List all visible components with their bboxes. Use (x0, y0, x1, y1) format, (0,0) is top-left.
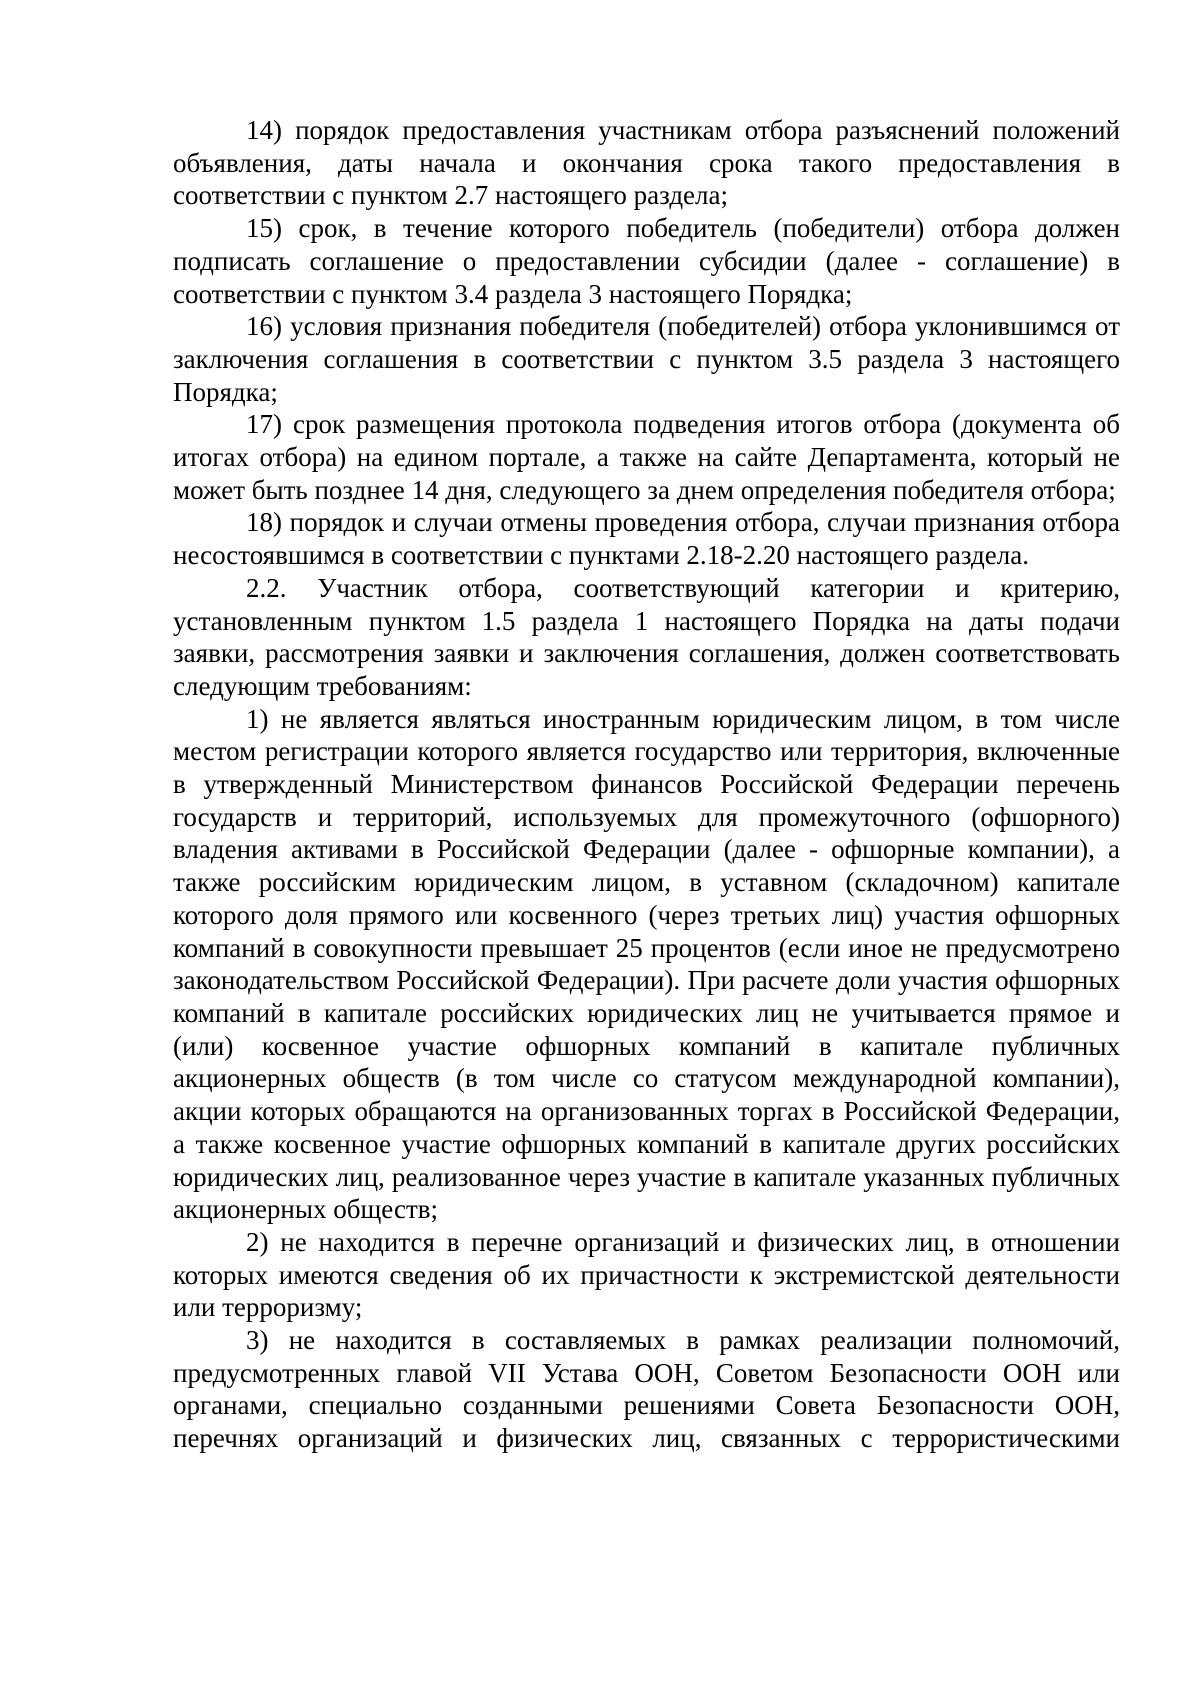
paragraph-item-15: 15) срок, в течение которого победитель (победители) отбора должен подписать соглашение о предоставлении субсидии (далее - соглашение) в соответствии с пунктом 3.4 раздела 3 настоящего Порядка; (173, 213, 1120, 309)
paragraph-item-17: 17) срок размещения протокола подведения итогов отбора (документа об итогах отбора) на едином портале, а также на сайте Департамента, который не может быть позднее 14 дня, следующего за днем определения победителя отбора; (173, 409, 1120, 505)
paragraph-requirement-1: 1) не является являться иностранным юридическим лицом, в том числе местом регистрации которого является государство или территория, включенные в утвержденный Министерством финансов Российской Федерации перечень государств и территорий, используемых для промежуточного (офшорного) владения активами в Российской Федерации (далее - офшорные компании), а также российским юридическим лицом, в уставном (складочном) капитале которого доля прямого или косвенного (через третьих лиц) участия офшорных компаний в совокупности превышает 25 процентов (если иное не предусмотрено законодательством Российской Федерации). При расчете доли участия офшорных компаний в капитале российских юридических лиц не учитывается прямое и (или) косвенное участие офшорных компаний в капитале публичных акционерных обществ (в том числе со статусом международной компании), акции которых обращаются на организованных торгах в Российской Федерации, а также косвенное участие офшорных компаний в капитале других российских юридических лиц, реализованное через участие в капитале указанных публичных акционерных обществ; (173, 703, 1120, 1225)
paragraph-item-18: 18) порядок и случаи отмены проведения отбора, случаи признания отбора несостоявшимся в соответствии с пунктами 2.18-2.20 настоящего раздела. (173, 507, 1120, 571)
paragraph-section-2-2: 2.2. Участник отбора, соответствующий категории и критерию, установленным пунктом 1.5 раздела 1 настоящего Порядка на даты подачи заявки, рассмотрения заявки и заключения соглашения, должен соответствовать следующим требованиям: (173, 572, 1120, 701)
paragraph-item-14: 14) порядок предоставления участникам отбора разъяснений положений объявления, даты начала и окончания срока такого предоставления в соответствии с пунктом 2.7 настоящего раздела; (173, 115, 1120, 211)
paragraph-requirement-3: 3) не находится в составляемых в рамках реализации полномочий, предусмотренных главой VII Устава ООН, Советом Безопасности ООН или органами, специально созданными решениями Совета Безопасности ООН, перечнях организаций и физических лиц, связанных с террористическими (173, 1325, 1120, 1454)
paragraph-item-16: 16) условия признания победителя (победителей) отбора уклонившимся от заключения соглашения в соответствии с пунктом 3.5 раздела 3 настоящего Порядка; (173, 311, 1120, 407)
document-body (173, 114, 1120, 1455)
paragraph-requirement-2: 2) не находится в перечне организаций и физических лиц, в отношении которых имеются сведения об их причастности к экстремистской деятельности или терроризму; (173, 1226, 1120, 1323)
